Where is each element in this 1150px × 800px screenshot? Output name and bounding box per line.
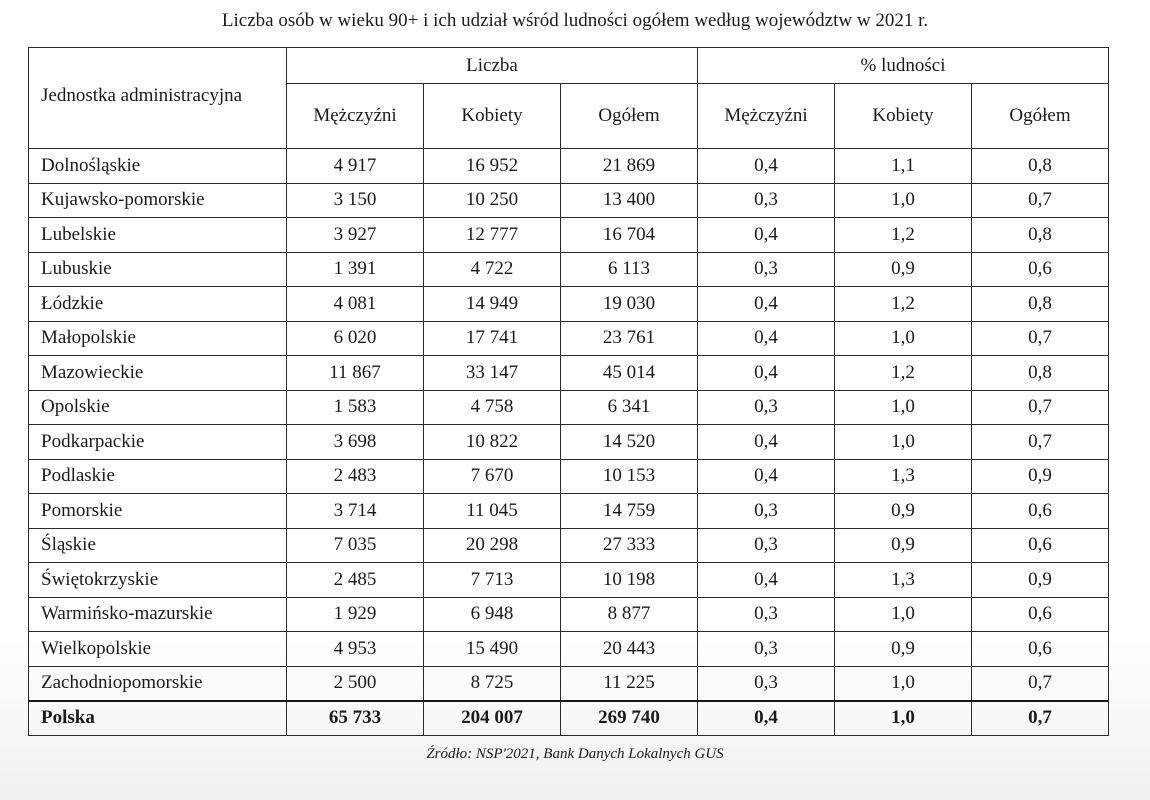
value-cell: 0,3 bbox=[698, 390, 835, 425]
table-row bbox=[29, 321, 1109, 356]
value-cell: 65 733 bbox=[287, 701, 424, 736]
value-cell: 1,0 bbox=[835, 425, 972, 460]
value-cell: 1,0 bbox=[835, 390, 972, 425]
value-cell: 0,9 bbox=[972, 563, 1109, 598]
value-cell: 1 583 bbox=[287, 390, 424, 425]
value-cell: 0,3 bbox=[698, 597, 835, 632]
value-cell: 11 225 bbox=[561, 666, 698, 701]
value-cell: 3 927 bbox=[287, 218, 424, 253]
value-cell: 1 391 bbox=[287, 252, 424, 287]
region-name-cell: Lubelskie bbox=[29, 218, 287, 253]
table-body bbox=[29, 149, 1109, 736]
group-header-percent: % ludności bbox=[698, 48, 1109, 84]
value-cell: 0,9 bbox=[835, 494, 972, 529]
value-cell: 0,7 bbox=[972, 321, 1109, 356]
region-name-cell: Świętokrzyskie bbox=[29, 563, 287, 598]
value-cell: 2 485 bbox=[287, 563, 424, 598]
table-row bbox=[29, 252, 1109, 287]
value-cell: 0,7 bbox=[972, 390, 1109, 425]
value-cell: 17 741 bbox=[424, 321, 561, 356]
value-cell: 1,0 bbox=[835, 666, 972, 701]
region-name-cell: Podkarpackie bbox=[29, 425, 287, 460]
value-cell: 11 867 bbox=[287, 356, 424, 391]
value-cell: 0,4 bbox=[698, 701, 835, 736]
region-name-cell: Małopolskie bbox=[29, 321, 287, 356]
value-cell: 0,7 bbox=[972, 425, 1109, 460]
value-cell: 4 081 bbox=[287, 287, 424, 322]
value-cell: 6 113 bbox=[561, 252, 698, 287]
value-cell: 0,6 bbox=[972, 494, 1109, 529]
value-cell: 0,6 bbox=[972, 252, 1109, 287]
value-cell: 0,4 bbox=[698, 356, 835, 391]
value-cell: 7 713 bbox=[424, 563, 561, 598]
table-row bbox=[29, 425, 1109, 460]
region-name-cell: Warmińsko-mazurskie bbox=[29, 597, 287, 632]
table-row bbox=[29, 666, 1109, 701]
value-cell: 6 341 bbox=[561, 390, 698, 425]
column-header-percent-men: Mężczyźni bbox=[698, 84, 835, 149]
value-cell: 0,6 bbox=[972, 528, 1109, 563]
value-cell: 4 758 bbox=[424, 390, 561, 425]
column-header-count-total: Ogółem bbox=[561, 84, 698, 149]
value-cell: 0,9 bbox=[835, 252, 972, 287]
value-cell: 10 198 bbox=[561, 563, 698, 598]
value-cell: 0,7 bbox=[972, 183, 1109, 218]
value-cell: 0,6 bbox=[972, 597, 1109, 632]
value-cell: 45 014 bbox=[561, 356, 698, 391]
region-name-cell: Pomorskie bbox=[29, 494, 287, 529]
value-cell: 0,3 bbox=[698, 183, 835, 218]
region-name-cell: Kujawsko-pomorskie bbox=[29, 183, 287, 218]
value-cell: 6 948 bbox=[424, 597, 561, 632]
value-cell: 8 877 bbox=[561, 597, 698, 632]
value-cell: 1,2 bbox=[835, 287, 972, 322]
value-cell: 4 917 bbox=[287, 149, 424, 184]
value-cell: 23 761 bbox=[561, 321, 698, 356]
value-cell: 0,8 bbox=[972, 287, 1109, 322]
value-cell: 14 949 bbox=[424, 287, 561, 322]
value-cell: 0,9 bbox=[835, 632, 972, 667]
value-cell: 0,3 bbox=[698, 494, 835, 529]
value-cell: 33 147 bbox=[424, 356, 561, 391]
region-name-cell: Łódzkie bbox=[29, 287, 287, 322]
value-cell: 0,9 bbox=[972, 459, 1109, 494]
table-row bbox=[29, 597, 1109, 632]
value-cell: 0,4 bbox=[698, 287, 835, 322]
value-cell: 0,3 bbox=[698, 632, 835, 667]
value-cell: 6 020 bbox=[287, 321, 424, 356]
table-row bbox=[29, 183, 1109, 218]
value-cell: 20 443 bbox=[561, 632, 698, 667]
value-cell: 10 822 bbox=[424, 425, 561, 460]
region-name-cell: Zachodniopomorskie bbox=[29, 666, 287, 701]
value-cell: 1 929 bbox=[287, 597, 424, 632]
region-name-cell: Mazowieckie bbox=[29, 356, 287, 391]
value-cell: 204 007 bbox=[424, 701, 561, 736]
value-cell: 10 153 bbox=[561, 459, 698, 494]
column-header-count-men: Mężczyźni bbox=[287, 84, 424, 149]
value-cell: 2 483 bbox=[287, 459, 424, 494]
value-cell: 7 035 bbox=[287, 528, 424, 563]
table-row bbox=[29, 632, 1109, 667]
value-cell: 0,9 bbox=[835, 528, 972, 563]
value-cell: 1,0 bbox=[835, 597, 972, 632]
region-name-cell: Opolskie bbox=[29, 390, 287, 425]
value-cell: 4 953 bbox=[287, 632, 424, 667]
value-cell: 3 150 bbox=[287, 183, 424, 218]
table-total-row bbox=[29, 701, 1109, 736]
value-cell: 8 725 bbox=[424, 666, 561, 701]
value-cell: 21 869 bbox=[561, 149, 698, 184]
value-cell: 0,4 bbox=[698, 425, 835, 460]
value-cell: 10 250 bbox=[424, 183, 561, 218]
value-cell: 0,4 bbox=[698, 149, 835, 184]
column-header-count-women: Kobiety bbox=[424, 84, 561, 149]
value-cell: 14 759 bbox=[561, 494, 698, 529]
table-row bbox=[29, 459, 1109, 494]
value-cell: 12 777 bbox=[424, 218, 561, 253]
region-name-cell: Wielkopolskie bbox=[29, 632, 287, 667]
table-row bbox=[29, 356, 1109, 391]
value-cell: 0,3 bbox=[698, 666, 835, 701]
value-cell: 0,4 bbox=[698, 218, 835, 253]
table-row bbox=[29, 528, 1109, 563]
value-cell: 14 520 bbox=[561, 425, 698, 460]
region-name-cell: Polska bbox=[29, 701, 287, 736]
value-cell: 4 722 bbox=[424, 252, 561, 287]
value-cell: 7 670 bbox=[424, 459, 561, 494]
value-cell: 0,4 bbox=[698, 459, 835, 494]
population-table bbox=[28, 47, 1109, 736]
value-cell: 15 490 bbox=[424, 632, 561, 667]
table-row bbox=[29, 287, 1109, 322]
value-cell: 0,3 bbox=[698, 252, 835, 287]
value-cell: 16 704 bbox=[561, 218, 698, 253]
table-row bbox=[29, 494, 1109, 529]
table-title: Liczba osób w wieku 90+ i ich udział wśród ludności ogółem według województw w 2021 r. bbox=[221, 10, 929, 31]
table-row bbox=[29, 390, 1109, 425]
column-header-percent-total: Ogółem bbox=[972, 84, 1109, 149]
region-name-cell: Śląskie bbox=[29, 528, 287, 563]
value-cell: 0,4 bbox=[698, 563, 835, 598]
value-cell: 1,0 bbox=[835, 183, 972, 218]
value-cell: 13 400 bbox=[561, 183, 698, 218]
region-name-cell: Lubuskie bbox=[29, 252, 287, 287]
value-cell: 0,3 bbox=[698, 528, 835, 563]
value-cell: 11 045 bbox=[424, 494, 561, 529]
value-cell: 3 714 bbox=[287, 494, 424, 529]
value-cell: 27 333 bbox=[561, 528, 698, 563]
value-cell: 1,0 bbox=[835, 321, 972, 356]
value-cell: 269 740 bbox=[561, 701, 698, 736]
table-row bbox=[29, 563, 1109, 598]
source-note: Źródło: NSP'2021, Bank Danych Lokalnych GUS bbox=[426, 746, 724, 762]
value-cell: 1,2 bbox=[835, 356, 972, 391]
value-cell: 0,8 bbox=[972, 218, 1109, 253]
value-cell: 1,0 bbox=[835, 701, 972, 736]
value-cell: 1,3 bbox=[835, 459, 972, 494]
value-cell: 0,4 bbox=[698, 321, 835, 356]
value-cell: 0,7 bbox=[972, 701, 1109, 736]
region-name-cell: Podlaskie bbox=[29, 459, 287, 494]
group-header-count: Liczba bbox=[287, 48, 698, 84]
value-cell: 2 500 bbox=[287, 666, 424, 701]
region-name-cell: Dolnośląskie bbox=[29, 149, 287, 184]
value-cell: 19 030 bbox=[561, 287, 698, 322]
value-cell: 0,8 bbox=[972, 356, 1109, 391]
value-cell: 0,6 bbox=[972, 632, 1109, 667]
table-row bbox=[29, 149, 1109, 184]
table-row bbox=[29, 218, 1109, 253]
value-cell: 1,1 bbox=[835, 149, 972, 184]
value-cell: 3 698 bbox=[287, 425, 424, 460]
column-header-percent-women: Kobiety bbox=[835, 84, 972, 149]
value-cell: 0,8 bbox=[972, 149, 1109, 184]
value-cell: 20 298 bbox=[424, 528, 561, 563]
value-cell: 1,2 bbox=[835, 218, 972, 253]
value-cell: 16 952 bbox=[424, 149, 561, 184]
value-cell: 1,3 bbox=[835, 563, 972, 598]
value-cell: 0,7 bbox=[972, 666, 1109, 701]
unit-column-header: Jednostka administracyjna bbox=[29, 48, 287, 149]
